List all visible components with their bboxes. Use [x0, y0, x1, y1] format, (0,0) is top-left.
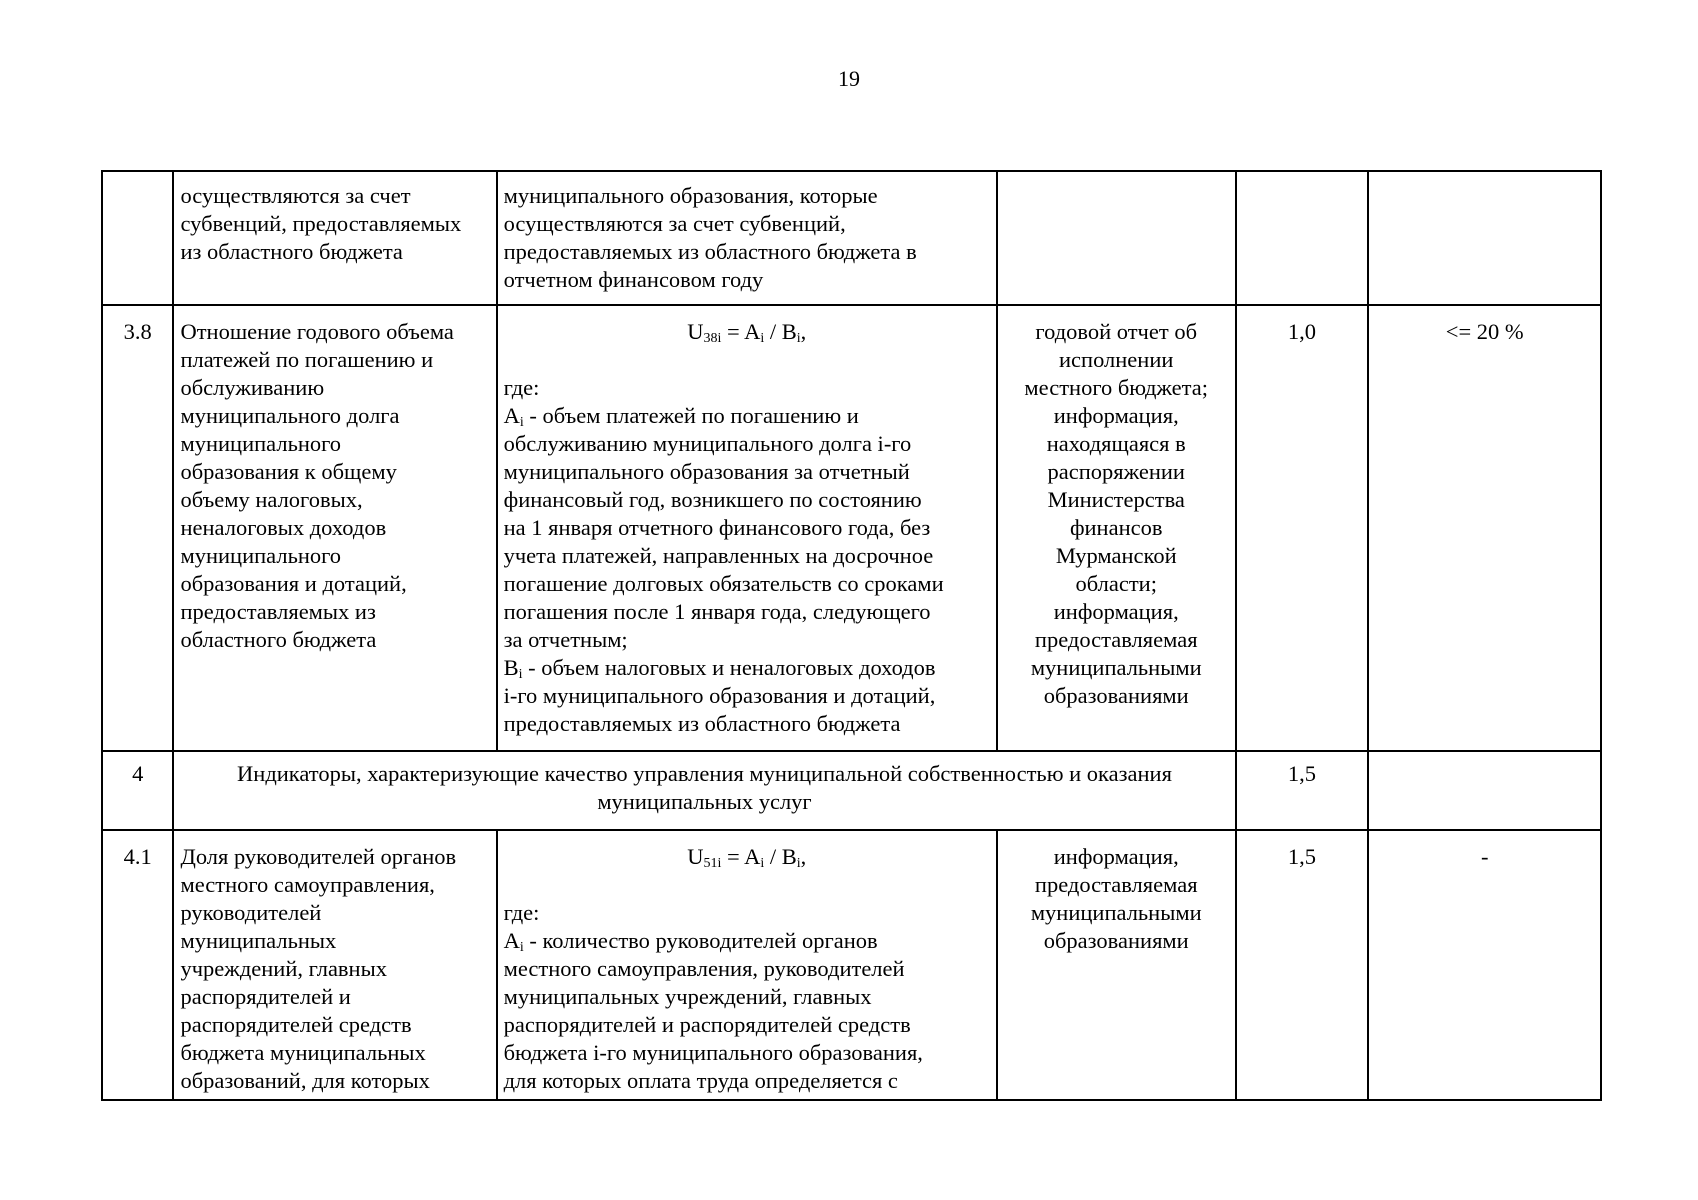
variable-subscript: i — [519, 940, 524, 955]
source-line: образованиями — [1043, 683, 1189, 708]
source-line: местного бюджета; — [1024, 375, 1209, 400]
section-title-line: Индикаторы, характеризующие качество управления муниципальной собственностью и оказания — [237, 761, 1172, 786]
weight-coefficient — [1236, 171, 1369, 305]
section-title — [173, 751, 1235, 830]
formula-lhs: U — [687, 319, 704, 344]
indicator-name-line: Отношение годового объема — [180, 319, 454, 344]
indicator-name-line: учреждений, главных — [180, 956, 387, 981]
source-line: исполнении — [1059, 347, 1174, 372]
source-line: муниципальными — [1030, 655, 1202, 680]
indicator-name-line: предоставляемых из — [180, 599, 376, 624]
calculation-line: отчетном финансовом году — [503, 267, 764, 292]
source-line: находящаяся в — [1046, 431, 1186, 456]
indicator-name — [173, 830, 496, 1100]
source-line: области; — [1075, 571, 1157, 596]
formula-lhs-subscript: 51i — [703, 856, 722, 871]
calculation-line: муниципального образования за отчетный — [503, 459, 910, 484]
calculation-line: учета платежей, направленных на досрочное — [503, 543, 934, 568]
target-value: - — [1368, 830, 1601, 1100]
indicator-name-line: муниципального — [180, 431, 342, 456]
table-row-continuation — [102, 171, 1601, 305]
indicator-name-line: платежей по погашению и — [180, 347, 434, 372]
formula-denominator: / B — [764, 844, 797, 869]
indicators-table — [101, 170, 1602, 1101]
calculation-line: бюджета i-го муниципального образования, — [503, 1040, 923, 1065]
indicator-name — [173, 305, 496, 751]
source-line: Мурманской — [1055, 543, 1177, 568]
row-number — [102, 171, 173, 305]
row-number: 4.1 — [102, 830, 173, 1100]
source-line: финансов — [1069, 515, 1163, 540]
table-row-3-8 — [102, 305, 1601, 751]
variable-symbol: B — [503, 655, 519, 680]
definition-text: - объем платежей по погашению и — [523, 403, 859, 428]
calculation-method — [497, 305, 997, 751]
source-line: информация, — [1053, 844, 1179, 869]
indicator-name-line: распорядителей и — [180, 984, 351, 1009]
indicator-name-line: руководителей — [180, 900, 322, 925]
calculation-line: муниципального образования, которые — [503, 183, 878, 208]
formula-numerator: = A — [721, 844, 761, 869]
formula-lhs: U — [687, 844, 704, 869]
data-source — [997, 171, 1236, 305]
indicator-name-line: муниципального долга — [180, 403, 400, 428]
formula-lhs-subscript: 38i — [703, 331, 722, 346]
source-line: информация, — [1053, 403, 1179, 428]
source-line: распоряжении — [1047, 459, 1185, 484]
source-line: годовой отчет об — [1035, 319, 1198, 344]
variable-subscript: i — [518, 667, 523, 682]
indicator-name-line: из областного бюджета — [180, 239, 403, 264]
page-number: 19 — [838, 66, 860, 91]
indicator-name — [173, 171, 496, 305]
weight-coefficient: 1,0 — [1236, 305, 1369, 751]
variable-definition — [504, 927, 990, 955]
data-source — [997, 305, 1236, 751]
formula-subscript: i — [760, 331, 765, 346]
calculation-line: осуществляются за счет субвенций, — [503, 211, 846, 236]
row-number: 3.8 — [102, 305, 173, 751]
indicator-name-line: осуществляются за счет — [180, 183, 411, 208]
formula — [504, 318, 990, 346]
definition-text: - объем налоговых и неналоговых доходов — [522, 655, 936, 680]
indicator-name-line: местного самоуправления, — [180, 872, 435, 897]
calculation-line: финансовый год, возникшего по состоянию — [503, 487, 922, 512]
source-line: информация, — [1053, 599, 1179, 624]
indicator-name-line: образования к общему — [180, 459, 397, 484]
definition-text: - количество руководителей органов — [523, 928, 878, 953]
table-row-section-4 — [102, 751, 1601, 830]
variable-definition — [504, 654, 990, 682]
indicator-name-line: обслуживанию — [180, 375, 325, 400]
weight-coefficient: 1,5 — [1236, 751, 1369, 830]
formula-subscript: i — [796, 331, 801, 346]
calculation-line: погашения после 1 января года, следующего — [503, 599, 931, 624]
target-value: <= 20 % — [1368, 305, 1601, 751]
section-title-line: муниципальных услуг — [597, 789, 812, 814]
calculation-line: обслуживанию муниципального долга i-го — [503, 431, 912, 456]
calculation-line: распорядителей и распорядителей средств — [503, 1012, 911, 1037]
calculation-line: предоставляемых из областного бюджета в — [503, 239, 917, 264]
where-label: где: — [503, 900, 540, 925]
calculation-line: на 1 января отчетного финансового года, без — [503, 515, 931, 540]
variable-symbol: A — [503, 403, 520, 428]
indicator-name-line: бюджета муниципальных — [180, 1040, 426, 1065]
indicator-name-line: муниципальных — [180, 928, 337, 953]
calculation-line: за отчетным; — [503, 627, 628, 652]
calculation-line: местного самоуправления, руководителей — [503, 956, 905, 981]
indicator-name-line: областного бюджета — [180, 627, 377, 652]
indicator-name-line: неналоговых доходов — [180, 515, 387, 540]
calculation-line: муниципальных учреждений, главных — [503, 984, 872, 1009]
formula-tail: , — [800, 319, 807, 344]
source-line: образованиями — [1043, 928, 1189, 953]
variable-subscript: i — [519, 415, 524, 430]
calculation-method — [497, 830, 997, 1100]
target-value — [1368, 171, 1601, 305]
calculation-method — [497, 171, 997, 305]
indicator-name-line: объему налоговых, — [180, 487, 363, 512]
formula-subscript: i — [796, 856, 801, 871]
formula — [504, 843, 990, 871]
indicator-name-line: субвенций, предоставляемых — [180, 211, 462, 236]
source-line: предоставляемая — [1034, 872, 1198, 897]
variable-symbol: A — [503, 928, 520, 953]
source-line: Министерства — [1047, 487, 1185, 512]
weight-coefficient: 1,5 — [1236, 830, 1369, 1100]
data-source — [997, 830, 1236, 1100]
formula-tail: , — [800, 844, 807, 869]
where-label: где: — [503, 375, 540, 400]
formula-numerator: = A — [721, 319, 761, 344]
source-line: муниципальными — [1030, 900, 1202, 925]
indicator-name-line: образования и дотаций, — [180, 571, 407, 596]
indicator-name-line: распорядителей средств — [180, 1012, 412, 1037]
calculation-line: предоставляемых из областного бюджета — [503, 711, 901, 736]
target-value — [1368, 751, 1601, 830]
indicator-name-line: муниципального — [180, 543, 342, 568]
formula-denominator: / B — [764, 319, 797, 344]
indicator-name-line: Доля руководителей органов — [180, 844, 457, 869]
source-line: предоставляемая — [1034, 627, 1198, 652]
table-row-4-1 — [102, 830, 1601, 1100]
row-number: 4 — [102, 751, 173, 830]
formula-subscript: i — [760, 856, 765, 871]
variable-definition — [504, 402, 990, 430]
calculation-line: для которых оплата труда определяется с — [503, 1068, 898, 1093]
calculation-line: i-го муниципального образования и дотаций, — [503, 683, 936, 708]
indicator-name-line: образований, для которых — [180, 1068, 430, 1093]
calculation-line: погашение долговых обязательств со сроками — [503, 571, 944, 596]
